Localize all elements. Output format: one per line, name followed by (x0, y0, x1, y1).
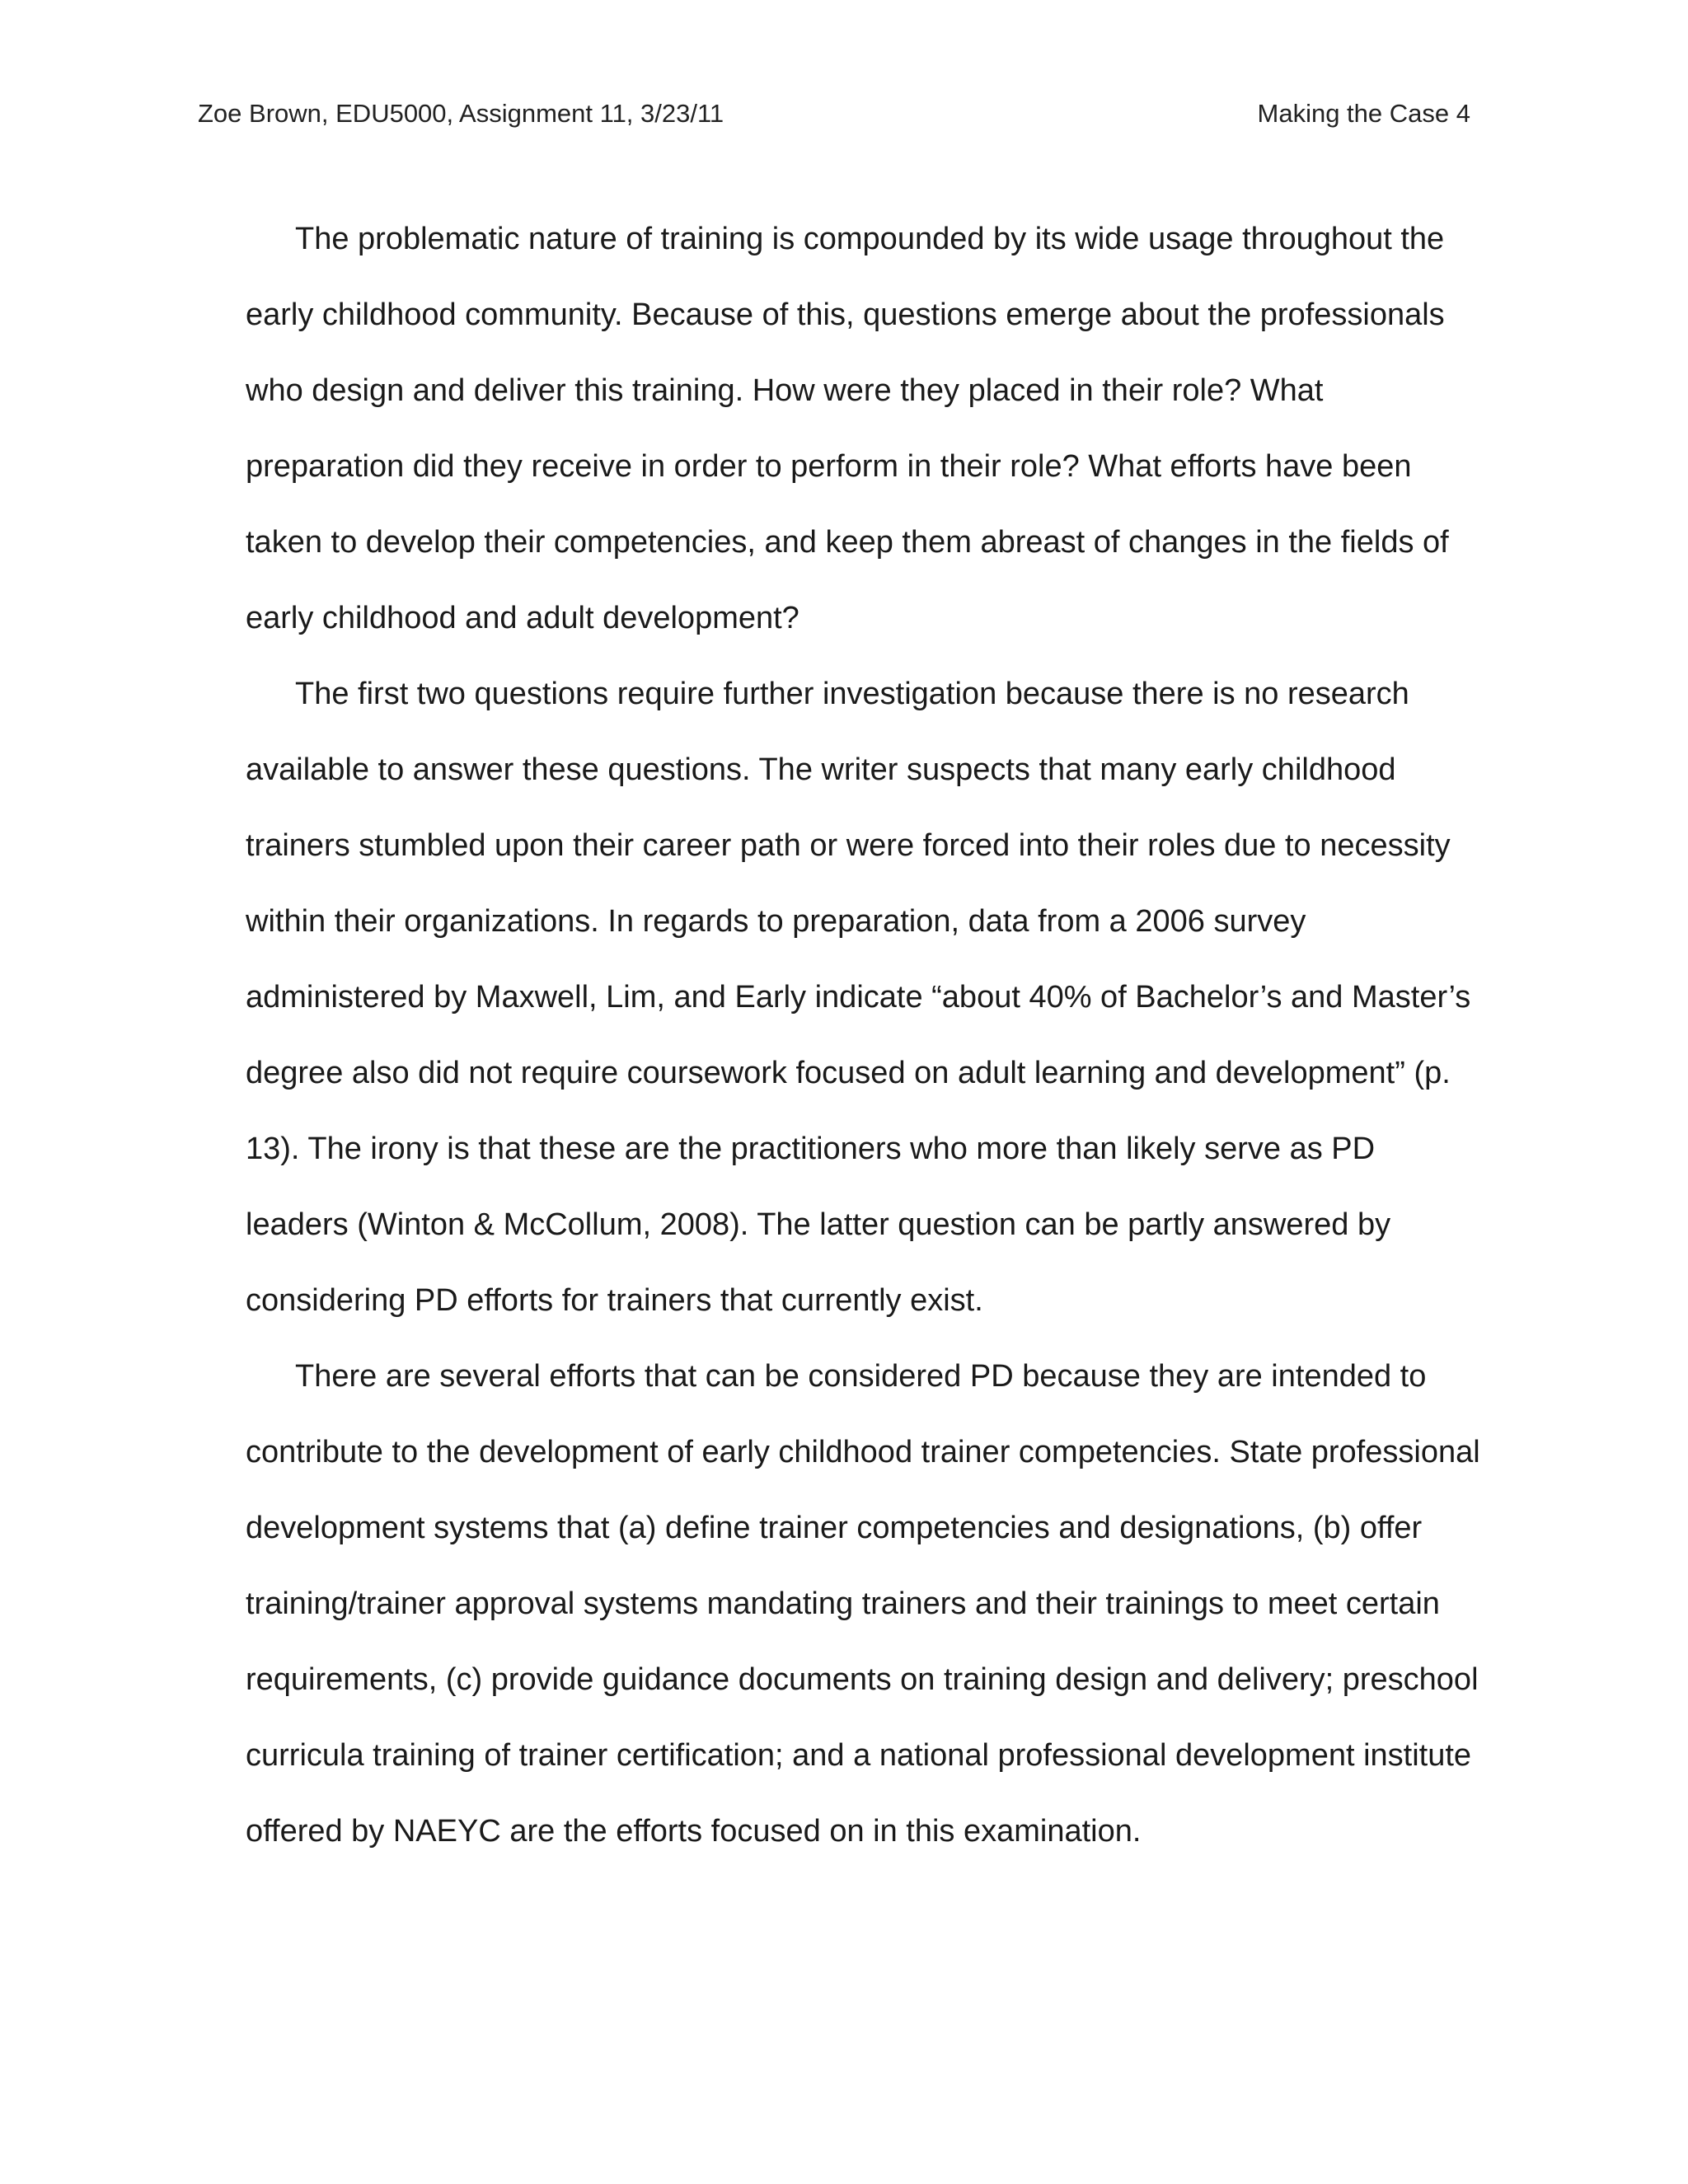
body-text (246, 201, 1482, 1869)
paragraph-2: The first two questions require further investigation because there is no research available to answer these questions. The writer suspects that many early childhood trainers stumbled upon their career path or were forced into their roles due to necessity within their organizations. In regards to preparation, data from a 2006 survey administered by Maxwell, Lim, and Early indicate “about 40% of Bachelor’s and Master’s degree also did not require coursework focused on adult learning and development” (p. 13). The irony is that these are the practitioners who more than likely serve as PD leaders (Winton & McCollum, 2008). The latter question can be partly answered by considering PD efforts for trainers that currently exist. (246, 677, 1471, 1318)
header-title-page-number: Making the Case 4 (1257, 99, 1470, 128)
header-author-course: Zoe Brown, EDU5000, Assignment 11, 3/23/11 (198, 99, 724, 128)
paragraph-3: There are several efforts that can be considered PD because they are intended to contribute to the development of early childhood trainer competencies. State professional development systems that (a) define trainer competencies and designations, (b) offer training/trainer approval systems mandating trainers and their trainings to meet certain requirements, (c) provide guidance documents on training design and delivery; preschool curricula training of trainer certification; and a national professional development institute offered by NAEYC are the efforts focused on in this examination. (246, 1359, 1480, 1849)
running-header (198, 99, 1470, 135)
paragraph-1: The problematic nature of training is compounded by its wide usage throughout the early childhood community. Because of this, questions emerge about the professionals who design and deliver this training. How were they placed in their role? What preparation did they receive in order to perform in their role? What efforts have been taken to develop their competencies, and keep them abreast of changes in the fields of early childhood and adult development? (246, 222, 1449, 635)
